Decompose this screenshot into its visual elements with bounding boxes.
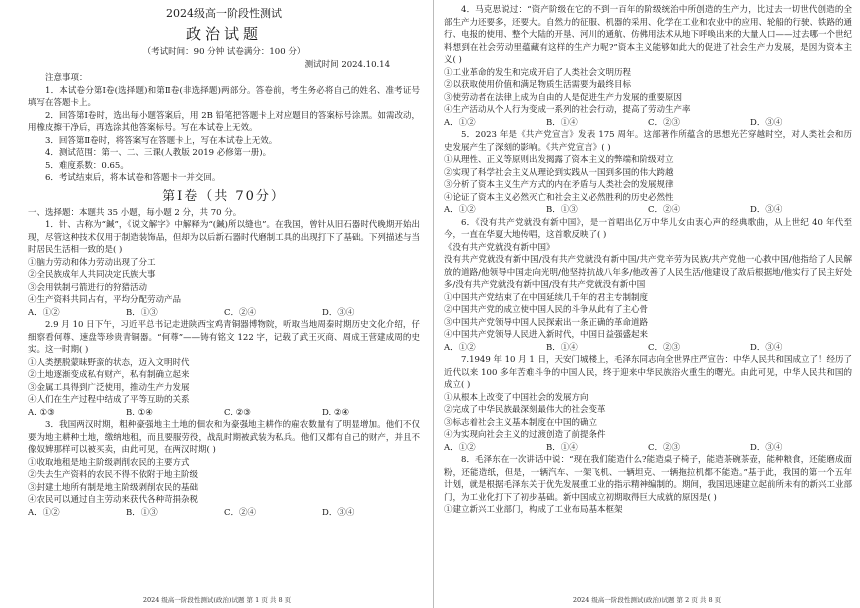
question bbox=[444, 4, 852, 129]
option-item: ③封建土地所有制是地主阶级剥削农民的基础 bbox=[28, 482, 199, 493]
answer-choice[interactable]: D．③④ bbox=[322, 307, 355, 318]
notice-title: 注意事项： bbox=[45, 73, 88, 83]
option-item: ③分析了资本主义生产方式的内在矛盾与人类社会的发展规律 bbox=[444, 180, 674, 190]
question-list-left bbox=[28, 219, 420, 519]
question-stem: 2.9 月 10 日下午，习近平总书记走进陕西宝鸡青铜器博物院，听取当地周秦时期历史文化介绍，仔细察看何尊、速盘等珍贵青铜器。“何尊”——铸有铭文 122 字，记载了武王灭商、周成王营建成周的史实。这一时期( ) bbox=[28, 320, 420, 355]
question bbox=[444, 454, 852, 517]
question-stem: 1．针、古称为“鍼”，《说文解字》中解释为“(鍼)所以缝也”。在我国，曾针从旧石器时代晚期开始出现，尽管这种技术仅用于制造装饰品，但却为以后新石器时代磨制工具的出现打下了基础。下列描述与当时居民生活相一致的是( ) bbox=[28, 220, 420, 255]
lyrics-text: 《没有共产党就没有新中国》 bbox=[444, 242, 555, 253]
answer-choice[interactable]: B．①④ bbox=[546, 342, 578, 353]
answer-choice[interactable]: A．①② bbox=[444, 117, 476, 128]
option-item: ③会用铁制弓箭进行的狩猎活动 bbox=[28, 282, 148, 293]
question-stem: 4．马克思说过：“资产阶级在它的不到一百年的阶级统治中所创造的生产力，比过去一切世代创造的全部生产力还要多，还要大。自然力的征服、机器的采用、化学在工业和农业中的应用、轮船的行驶、铁路的通行、电报的使用、整个大陆的开垦、河川的通航、仿佛用法术从地下呼唤出来的大量人口——过去哪一个世纪料想到在社会劳动里蕴藏有这样的生产力呢?”资本主义能够如此大的促进了社会生产力发展，是因为资本主义( ) bbox=[444, 5, 853, 65]
answer-choice[interactable]: C．②④ bbox=[224, 307, 257, 318]
notice-item: 1．本试卷分第Ⅰ卷(选择题)和第Ⅱ卷(非选择题)两部分。答卷前，考生务必将自己的姓名、准考证号填写在答题卡上。 bbox=[28, 85, 420, 108]
option-item: ②实现了科学社会主义从理论到实践从一国到多国的伟大跨越 bbox=[444, 167, 674, 178]
lyrics-text: 没有共产党就没有新中国/没有共产党就没有新中国/共产党辛劳为民族/共产党他一心救中国/他指给了人民解放的道路/他领导中国走向光明/他坚持抗战八年多/他改善了人民生活/他建设了敌后根据地/他实行了民主好处多/没有共产党就没有新中国/没有共产党就没有新中国 bbox=[444, 255, 852, 290]
option-item: ②失去生产资料的农民不得不依附于地主阶级 bbox=[28, 470, 199, 480]
question bbox=[444, 129, 852, 217]
answer-choices bbox=[28, 307, 420, 320]
answer-choice[interactable]: B. ①④ bbox=[126, 407, 153, 418]
question bbox=[28, 319, 420, 419]
answer-choice[interactable]: A．①② bbox=[28, 507, 60, 518]
option-item: ①人类摆脱蒙昧野蛮的状态，迈入文明时代 bbox=[28, 357, 190, 368]
answer-choice[interactable]: A．①② bbox=[444, 442, 476, 453]
option-item: ④论证了资本主义必然灭亡和社会主义必然胜利的历史必然性 bbox=[444, 192, 674, 203]
question-stem: 3．我国两汉时期，粗种豪强地主土地的佃农和为豪强地主耕作的雇农数量有了明显增加。他们不仅要为地主耕种土地，缴纳地租，而且要服劳役，战乱时期被武装为私兵。他们又都有自己的财产，并且不像奴婢那样可以被买卖，由此可见，在两汉时期( ) bbox=[28, 420, 420, 455]
option-item: ②土地逐渐变成私有财产，私有制确立起来 bbox=[28, 370, 190, 380]
answer-choice[interactable]: B．①③ bbox=[546, 205, 578, 215]
answer-choice[interactable]: C．②③ bbox=[648, 342, 681, 353]
option-item: ①建立新兴工业部门，构成了工业布局基本框架 bbox=[444, 505, 623, 515]
option-item: ①中国共产党结束了在中国延续几千年的君主专制制度 bbox=[444, 292, 649, 303]
answer-choice[interactable]: A．①② bbox=[444, 342, 476, 353]
answer-choice[interactable]: C．②④ bbox=[224, 507, 257, 518]
answer-choice[interactable]: C．②③ bbox=[648, 442, 681, 453]
question-stem: 7.1949 年 10 月 1 日，天安门城楼上，毛泽东同志向全世界庄严宣告：中华人民共和国成立了！经历了近代以来 100 多年苦难斗争的中国人民，终于迎来中华民族浴火重生的曙光。由此可见，中华人民共和国的成立( ) bbox=[444, 355, 852, 390]
notice-item: 6．考试结束后，将本试卷和答题卡一并交回。 bbox=[45, 173, 221, 183]
answer-choices bbox=[28, 407, 420, 420]
answer-choice[interactable]: C. ②③ bbox=[224, 407, 251, 418]
section-title: 第Ⅰ卷（共 70分） bbox=[162, 188, 286, 204]
answer-choice[interactable]: B．①③ bbox=[126, 307, 158, 318]
question-list-right bbox=[444, 4, 852, 517]
option-item: ③中国共产党领导中国人民探索出一条正确的革命道路 bbox=[444, 317, 649, 328]
question-stem: 5．2023 年是《共产党宣言》发表 175 周年。这部著作所蕴含的思想光芒穿越时空，对人类社会和历史发展产生了深刻的影响。《共产党宣言》( ) bbox=[444, 130, 852, 153]
answer-choice[interactable]: D．③④ bbox=[750, 117, 783, 128]
answer-choice[interactable]: A．①② bbox=[444, 205, 476, 215]
exam-info: （考试时间：90 分钟 试卷满分：100 分） bbox=[142, 47, 306, 57]
question bbox=[28, 419, 420, 519]
footer-right: 2024 级高一阶段性测试(政治)试题 第 2 页 共 8 页 bbox=[572, 596, 722, 604]
option-item: ①从理性、正义等原则出发揭露了资本主义的弊端和阶级对立 bbox=[444, 155, 674, 165]
answer-choice[interactable]: A．①② bbox=[28, 307, 60, 318]
option-item: ④农民可以通过自主劳动来获代各种苛捐杂税 bbox=[28, 495, 199, 505]
answer-choices bbox=[444, 117, 852, 130]
option-item: ②以获取使用价值和满足物质生活需要为最终目标 bbox=[444, 80, 632, 90]
answer-choice[interactable]: B．①③ bbox=[126, 507, 158, 518]
notice-item: 3．回答第Ⅱ卷时，将答案写在答题卡上，写在本试卷上无效。 bbox=[45, 135, 278, 146]
answer-choice[interactable]: A. ①③ bbox=[28, 407, 55, 418]
answer-choice[interactable]: B．①④ bbox=[546, 117, 578, 128]
option-item: ③标志着社会主义基本制度在中国的确立 bbox=[444, 417, 598, 428]
answer-choice[interactable]: D. ②④ bbox=[322, 407, 350, 418]
option-item: ①脑力劳动和体力劳动出现了分工 bbox=[28, 257, 156, 268]
answer-choices bbox=[444, 342, 852, 355]
test-date: 测试时间 2024.10.14 bbox=[304, 60, 390, 70]
option-item: ②完成了中华民族最深刻最伟大的社会变革 bbox=[444, 405, 606, 415]
option-item: ④生产活动从个人行为变成一系列的社会行动，提高了劳动生产率 bbox=[444, 105, 691, 115]
option-item: ③使劳动者在法律上成为自由的人是促进生产力发展的重要原因 bbox=[444, 92, 683, 103]
notice-item: 5．难度系数：0.65。 bbox=[45, 160, 129, 171]
page-right bbox=[434, 0, 860, 608]
answer-choice[interactable]: D．③④ bbox=[750, 205, 783, 215]
option-item: ①从根本上改变了中国社会的发展方向 bbox=[444, 392, 589, 403]
answer-choice[interactable]: C．②③ bbox=[648, 117, 681, 128]
notice-item: 2．回答第Ⅰ卷时，选出每小题答案后，用 2B 铅笔把答题卡上对应题目的答案标号涂黑。如需改动，用橡皮擦干净后，再选涂其他答案标号。写在本试卷上无效。 bbox=[28, 110, 420, 133]
footer-left: 2024 级高一阶段性测试(政治)试题 第 1 页 共 8 页 bbox=[142, 596, 292, 604]
option-item: ①工业革命的发生和完成开启了人类社会文明历程 bbox=[444, 67, 632, 78]
question bbox=[444, 354, 852, 454]
answer-choices bbox=[444, 442, 852, 455]
answer-choice[interactable]: D．③④ bbox=[322, 507, 355, 518]
answer-choice[interactable]: B．①④ bbox=[546, 442, 578, 453]
option-item: ④人们在生产过程中结成了平等互助的关系 bbox=[28, 395, 190, 405]
option-item: ④为实现向社会主义的过渡创造了前提条件 bbox=[444, 430, 606, 440]
question bbox=[444, 217, 852, 355]
option-item: ②全民族成年人共同决定氏族大事 bbox=[28, 270, 156, 280]
notice-item: 4．测试范围：第一、二、三课(人教版 2019 必修第一册)。 bbox=[45, 148, 272, 158]
answer-choice[interactable]: D．③④ bbox=[750, 442, 783, 453]
section-intro: 一、选择题：本题共 35 小题，每小题 2 分，共 70 分。 bbox=[28, 207, 242, 218]
answer-choices bbox=[444, 204, 852, 217]
subject-title: 政治试题 bbox=[185, 25, 262, 43]
option-item: ③金属工具得到广泛使用，推动生产力发展 bbox=[28, 382, 190, 393]
question-stem: 8．毛泽东在一次讲话中说：“现在我们能造什么?能造桌子椅子，能造茶碗茶壶，能种粮食，还能磨成面粉，还能造纸，但是，一辆汽车、一架飞机、一辆坦克、一辆拖拉机都不能造。”基于此，我国的第一个五年计划，就是根据毛泽东关于优先发展重工业的指示精神编制的。期间，我国迅速建立起前所未有的新兴工业部门，为工业化打下了初步基础。新中国成立初期取得巨大成就的原因是( ) bbox=[444, 455, 853, 503]
answer-choice[interactable]: C．②④ bbox=[648, 205, 681, 215]
answer-choices bbox=[28, 507, 420, 520]
exam-title: 2024级高一阶段性测试 bbox=[166, 7, 282, 20]
notice-list bbox=[28, 85, 420, 185]
question bbox=[28, 219, 420, 319]
question-stem: 6．《没有共产党就没有新中国》，是一首唱出亿万中华儿女由衷心声的经典歌曲，从上世纪 40 年代至今，一直在华夏大地传唱，这首歌反映了( ) bbox=[444, 217, 852, 240]
option-item: ④中国共产党领导人民进入新时代，中国日益强盛起来 bbox=[444, 330, 649, 340]
option-item: ②中国共产党的成立使中国人民的斗争从此有了主心骨 bbox=[444, 305, 649, 315]
option-item: ④生产资料共同占有，平均分配劳动产品 bbox=[28, 295, 182, 305]
answer-choice[interactable]: D．③④ bbox=[750, 342, 783, 353]
option-item: ①收取地租是地主阶级剥削农民的主要方式 bbox=[28, 457, 190, 468]
